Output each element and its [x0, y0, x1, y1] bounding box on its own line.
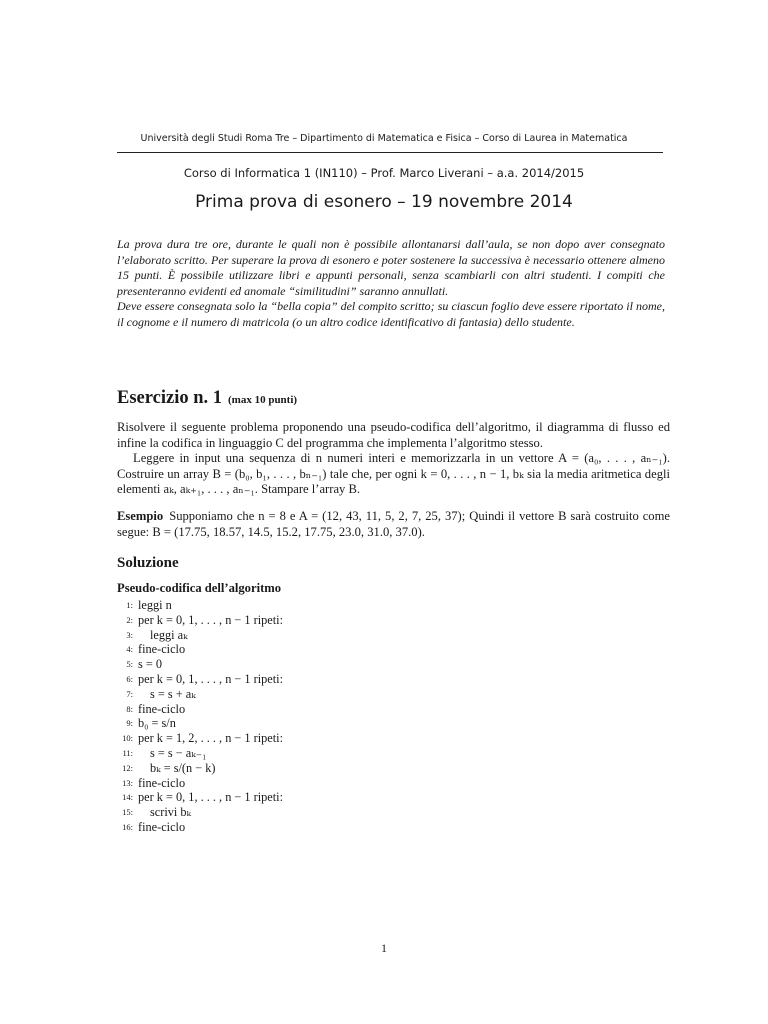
page-number: 1 — [381, 941, 387, 955]
exam-instructions — [117, 237, 665, 331]
code-line — [117, 775, 186, 791]
code-line — [117, 805, 192, 820]
code-line — [117, 790, 284, 805]
exercise-points: (max 10 punti) — [228, 394, 298, 406]
line-text: per k = 0, 1, . . . , n − 1 ripeti: — [138, 612, 284, 627]
code-line — [117, 671, 284, 687]
code-line — [117, 627, 188, 643]
line-number: 12: — [122, 762, 133, 773]
exam-title: Prima prova di esonero – 19 novembre 2014 — [195, 192, 573, 212]
exercise-title: Esercizio n. 1 — [117, 388, 222, 408]
pseudo-code-listing — [117, 598, 284, 835]
line-text: fine-ciclo — [138, 701, 186, 716]
university-header: Università degli Studi Roma Tre – Dipartimento di Matematica e Fisica – Corso di Laurea in Matematica — [140, 133, 628, 144]
exercise-intro: Risolvere il seguente problema proponendo una pseudo-codifica dell’algoritmo, il diagramma di flusso ed infine la codifica in linguaggio C del programma che implementa l’algoritmo stesso. — [117, 420, 670, 450]
instructions-paragraph: La prova dura tre ore, durante le quali non è possibile allontanarsi dall’aula, se non dopo aver consegnato l’elaborato scritto. Per superare la prova di esonero e poter sostenere la successiva è necessario ottenere almeno 15 punti. È possibile utilizzare libri e appunti personali, senza scambiarli con altri studenti. I compiti che presenteranno evidenti ed anomale “similitudini” saranno annullati. — [117, 237, 665, 298]
line-number: 5: — [126, 659, 133, 670]
line-number: 10: — [122, 733, 133, 744]
exercise-statement: Leggere in input una sequenza di n numeri interi e memorizzarla in un vettore A = (a₀, . . . , aₙ₋₁). Costruire un array B = (b₀, b₁, . . . , bₙ₋₁) tale che, per ogni k = 0, . . . , n − 1, bₖ sia la media aritmetica degli elementi aₖ, aₖ₊₁, . . . , aₙ₋₁. Stampare l’array B. — [117, 451, 670, 497]
line-number: 11: — [122, 747, 133, 758]
line-text: b₀ = s/n — [138, 716, 176, 731]
pseudo-code-title: Pseudo-codifica dell’algoritmo — [117, 581, 282, 595]
code-line — [117, 686, 196, 702]
line-number: 1: — [126, 600, 133, 610]
code-line — [117, 716, 176, 731]
line-number: 16: — [122, 821, 133, 832]
line-text: s = s + aₖ — [150, 686, 196, 701]
code-line — [117, 760, 216, 776]
line-text: scrivi bₖ — [150, 805, 192, 820]
line-number: 9: — [126, 718, 133, 729]
code-line — [117, 612, 284, 628]
line-number: 3: — [126, 629, 133, 640]
line-number: 4: — [126, 644, 133, 655]
code-line — [117, 731, 284, 746]
exercise-example — [117, 509, 670, 540]
line-text: per k = 0, 1, . . . , n − 1 ripeti: — [138, 671, 284, 686]
header-divider — [117, 152, 663, 153]
code-line — [117, 819, 186, 835]
code-line — [117, 701, 186, 717]
code-line — [117, 642, 186, 657]
line-text: fine-ciclo — [138, 775, 186, 790]
line-text: per k = 0, 1, . . . , n − 1 ripeti: — [138, 790, 284, 805]
example-label: Esempio — [117, 509, 164, 523]
line-text: leggi n — [138, 598, 172, 612]
line-number: 2: — [126, 614, 133, 625]
line-text: fine-ciclo — [138, 642, 186, 657]
exercise-body — [117, 420, 670, 498]
line-text: bₖ = s/(n − k) — [150, 760, 216, 775]
exercise-heading — [117, 388, 297, 409]
line-number: 14: — [122, 792, 133, 803]
line-text: per k = 1, 2, . . . , n − 1 ripeti: — [138, 731, 284, 746]
line-number: 7: — [126, 688, 133, 699]
course-info: Corso di Informatica 1 (IN110) – Prof. Marco Liverani – a.a. 2014/2015 — [183, 166, 585, 180]
line-text: leggi aₖ — [150, 627, 188, 642]
instructions-paragraph: Deve essere consegnata solo la “bella copia” del compito scritto; su ciascun foglio deve essere riportato il nome, il cognome e il numero di matricola (o un altro codice identificativo di fantasia) dello studente. — [117, 299, 665, 329]
code-line — [117, 598, 172, 613]
line-text: s = 0 — [138, 657, 163, 672]
line-number: 8: — [126, 703, 133, 714]
code-line — [117, 745, 207, 761]
line-text: s = s − aₖ₋₁ — [150, 745, 207, 760]
solution-title: Soluzione — [117, 555, 179, 571]
example-text: Supponiamo che n = 8 e A = (12, 43, 11, 5, 2, 7, 25, 37); Quindi il vettore B sarà costruito come segue: B = (17.75, 18.57, 14.5, 15.2, 17.75, 23.0, 31.0, 37.0). — [117, 509, 670, 539]
line-number: 13: — [122, 777, 133, 788]
line-number: 15: — [122, 807, 133, 818]
line-text: fine-ciclo — [138, 819, 186, 834]
code-line — [117, 657, 163, 672]
line-number: 6: — [126, 673, 133, 684]
